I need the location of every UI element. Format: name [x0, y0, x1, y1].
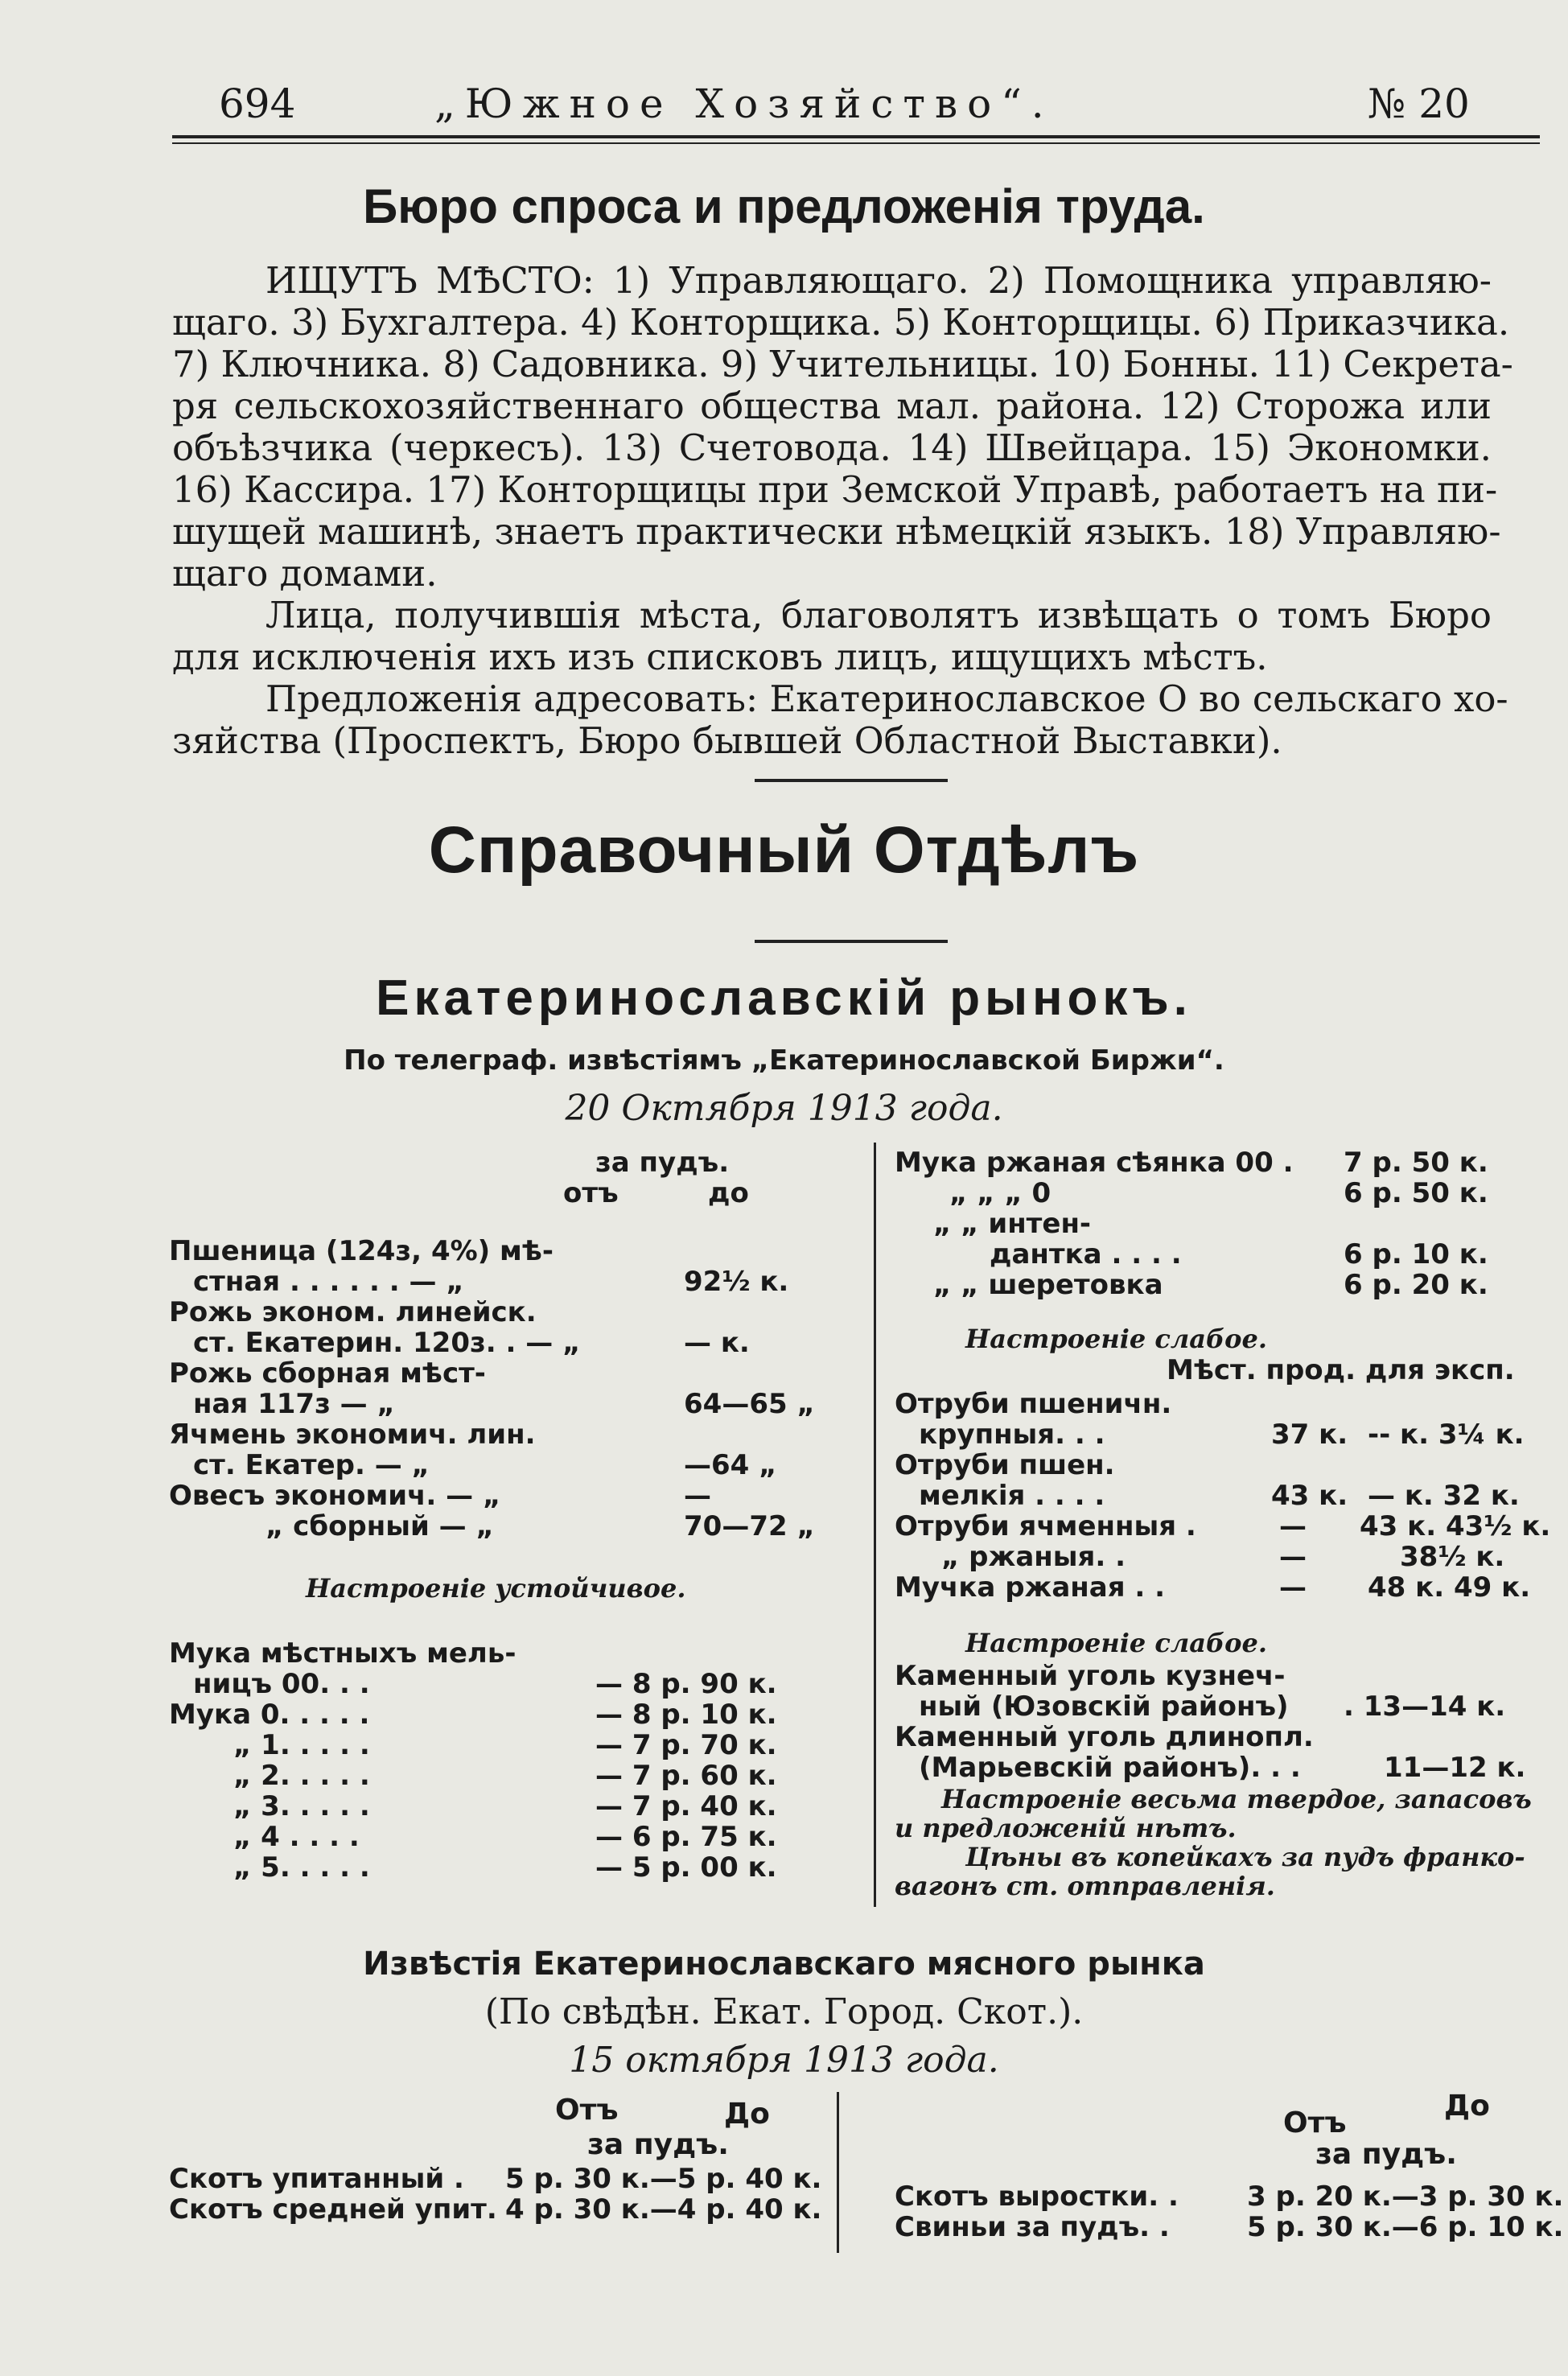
flour-heading-cont: ницъ 00. . . [193, 1668, 370, 1700]
market-source: По телеграф. извѣстіямъ „Екатеринославской Биржи“. [344, 1044, 1224, 1077]
flour-price: — 7 р. 70 к. [595, 1729, 777, 1761]
rye-flour-name: „ „ „ 0 [949, 1177, 1052, 1209]
rye-flour-price: 6 р. 50 к. [1344, 1177, 1488, 1209]
flour-price: — 5 р. 00 к. [595, 1851, 777, 1884]
reference-title: Справочный Отдѣлъ [428, 813, 1140, 887]
bureau-line: 16) Кассира. 17) Конторщицы при Земской Управѣ, работаетъ на пи- [172, 468, 1498, 511]
bran-export-price: -- к. 3¼ к. [1368, 1419, 1525, 1451]
rye-flour-price: 6 р. 10 к. [1344, 1238, 1488, 1270]
meat-name: Свиньи за пудъ. . [895, 2211, 1170, 2243]
meat-head-from: Отъ [1283, 2106, 1347, 2139]
bureau-line: для исключенія ихъ изъ списковъ лицъ, ищущихъ мѣстъ. [172, 636, 1268, 678]
bran-export-price: — к. 32 к. [1368, 1480, 1520, 1512]
grain-price: 92½ к. [684, 1266, 789, 1298]
coal-name: Каменный уголь кузнеч- [895, 1660, 1286, 1692]
flour-price: — 7 р. 40 к. [595, 1790, 777, 1822]
bran-columns: Мѣст. прод. для эксп. [1167, 1354, 1515, 1386]
col-head-from: отъ [563, 1177, 619, 1209]
bran-local-price: 37 к. [1271, 1419, 1348, 1451]
flour-grade: „ 4 . . . . [233, 1821, 360, 1853]
column-divider [874, 1143, 876, 1907]
bureau-line: щаго. 3) Бухгалтера. 4) Конторщика. 5) Конторщицы. 6) Приказчика. [172, 301, 1510, 344]
flour-grade: „ 3. . . . . [233, 1790, 370, 1822]
rye-flour-price: 7 р. 50 к. [1344, 1147, 1488, 1179]
bran-name: Отруби пшен. [895, 1449, 1115, 1481]
coal-name-cont: (Марьевскій районъ). . . [919, 1752, 1301, 1784]
bran-export-price: 38½ к. [1400, 1541, 1505, 1573]
market-mood: Настроенiе устойчивое. [306, 1573, 686, 1604]
bureau-line: ИЩУТЪ МѢСТО: 1) Управляющаго. 2) Помощника управляю- [265, 259, 1492, 302]
grain-name-cont: ст. Екатерин. 120з. . — „ [193, 1327, 581, 1359]
bureau-line: щаго домами. [172, 552, 438, 595]
meat-price: 5 р. 30 к.—5 р. 40 к. [505, 2163, 822, 2195]
bureau-line: шущей машинѣ, знаетъ практически нѣмецкій языкъ. 18) Управляю- [172, 510, 1501, 553]
coal-name-cont: ный (Юзовскій районъ) [919, 1690, 1289, 1723]
meat-price: 3 р. 20 к.—3 р. 30 к. [1247, 2180, 1564, 2213]
column-divider [837, 2092, 839, 2253]
bran-name: Отруби пшеничн. [895, 1388, 1172, 1420]
bran-local-price: — [1279, 1541, 1307, 1573]
grain-name: Овесъ экономич. — „ [169, 1480, 501, 1512]
bran-name-cont: мелкія . . . . [919, 1480, 1105, 1512]
meat-head-per: за пудъ. [1315, 2138, 1457, 2171]
rye-flour-name: дантка . . . . [990, 1238, 1182, 1270]
meat-market-source: (По свѣдѣн. Екат. Город. Скот.). [484, 1991, 1084, 2032]
bran-export-price: 43 к. 43½ к. [1360, 1510, 1551, 1542]
grain-price: —64 „ [684, 1449, 777, 1481]
bureau-line: зяйства (Проспектъ, Бюро бывшей Областной Выставки). [172, 719, 1282, 762]
coal-price: 11—12 к. [1384, 1752, 1526, 1784]
price-note: вагонъ ст. отправленія. [895, 1871, 1275, 1901]
bureau-line: Лица, получившія мѣста, благоволятъ извѣщать о томъ Бюро [265, 594, 1492, 636]
rye-flour-name: Мука ржаная сѣянка 00 . [895, 1147, 1294, 1179]
grain-name: Рожь сборная мѣст- [169, 1357, 486, 1390]
coal-note: Настроенiе весьма твердое, запасовъ [941, 1784, 1532, 1814]
flour-price: — 7 р. 60 к. [595, 1760, 777, 1792]
journal-title: „Южное Хозяйство“. [434, 80, 1054, 127]
bran-name: „ ржаныя. . [941, 1541, 1126, 1573]
header-rule-thin [172, 142, 1540, 144]
issue-number: № 20 [1368, 80, 1470, 127]
bran-local-price: 43 к. [1271, 1480, 1348, 1512]
bran-name: Мучка ржаная . . [895, 1571, 1166, 1604]
page-number: 694 [219, 80, 296, 127]
bureau-line: 7) Ключника. 8) Садовника. 9) Учительницы. 10) Бонны. 11) Секрета- [172, 343, 1513, 385]
bran-name-cont: крупныя. . . [919, 1419, 1105, 1451]
section-divider [755, 779, 948, 782]
col-head-per: за пудъ. [595, 1147, 730, 1179]
grain-name-cont: ная 117з — „ [193, 1388, 395, 1420]
market-title: Екатеринославскій рынокъ. [376, 970, 1192, 1026]
bureau-line: Предложенія адресовать: Екатеринославское О во сельскаго хо- [265, 677, 1508, 720]
bran-local-price: — [1279, 1510, 1307, 1542]
grain-price: — к. [684, 1327, 750, 1359]
rye-flour-price: 6 р. 20 к. [1344, 1269, 1488, 1301]
flour-grade: Мука 0. . . . . [169, 1699, 370, 1731]
bureau-title: Бюро спроса и предложенія труда. [363, 179, 1205, 233]
section-divider [755, 940, 948, 943]
bran-export-price: 48 к. 49 к. [1368, 1571, 1531, 1604]
meat-market-date: 15 октября 1913 года. [569, 2040, 999, 2081]
meat-name: Скотъ выростки. . [895, 2180, 1179, 2213]
bureau-line: ря сельскохозяйственнаго общества мал. района. 12) Сторожа или [172, 385, 1492, 427]
flour-grade: „ 5. . . . . [233, 1851, 370, 1884]
meat-name: Скотъ упитанный . [169, 2163, 464, 2195]
col-head-to: до [708, 1177, 749, 1209]
rye-flour-name: „ „ интен- [933, 1208, 1092, 1240]
flour-grade: „ 2. . . . . [233, 1760, 370, 1792]
market-date: 20 Октября 1913 года. [565, 1088, 1003, 1129]
coal-note: и предложенiй нѣтъ. [895, 1813, 1237, 1843]
meat-market-title: Извѣстія Екатеринославскаго мясного рынка [363, 1946, 1205, 1983]
meat-head-to: До [1444, 2090, 1490, 2123]
meat-price: 4 р. 30 к.—4 р. 40 к. [505, 2193, 822, 2226]
bran-name: Отруби ячменныя . [895, 1510, 1196, 1542]
meat-name: Скотъ средней упит. [169, 2193, 497, 2226]
market-mood: Настроенiе слабое. [965, 1324, 1267, 1354]
meat-head-from: Отъ [555, 2094, 619, 2127]
flour-price: — 6 р. 75 к. [595, 1821, 777, 1853]
grain-name: Ячмень экономич. лин. [169, 1419, 536, 1451]
header-rule [172, 135, 1540, 138]
grain-name-cont: „ сборный — „ [265, 1510, 494, 1542]
rye-flour-name: „ „ шеретовка [933, 1269, 1163, 1301]
meat-price: 5 р. 30 к.—6 р. 10 к. [1247, 2211, 1564, 2243]
grain-name: Рожь эконом. линейск. [169, 1296, 537, 1328]
bureau-line: объѣзчика (черкесъ). 13) Счетовода. 14) Швейцара. 15) Экономки. [172, 426, 1492, 469]
grain-dash: — [684, 1480, 711, 1512]
meat-head-per: за пудъ. [587, 2128, 729, 2161]
flour-heading: Мука мѣстныхъ мель- [169, 1637, 516, 1670]
grain-name-cont: ст. Екатер. — „ [193, 1449, 430, 1481]
bran-local-price: — [1279, 1571, 1307, 1604]
market-mood: Настроенiе слабое. [965, 1628, 1267, 1658]
coal-name: Каменный уголь длинопл. [895, 1721, 1314, 1753]
coal-price: . 13—14 к. [1344, 1690, 1506, 1723]
grain-price: 64—65 „ [684, 1388, 815, 1420]
grain-name: Пшеница (124з, 4%) мѣ- [169, 1235, 554, 1267]
flour-price: — 8 р. 10 к. [595, 1699, 777, 1731]
meat-head-to: До [724, 2098, 770, 2131]
grain-price: 70—72 „ [684, 1510, 815, 1542]
flour-grade: „ 1. . . . . [233, 1729, 370, 1761]
price-note: Цѣны въ копейкахъ за пудъ франко- [965, 1842, 1525, 1872]
grain-name-cont: стная . . . . . . — „ [193, 1266, 464, 1298]
flour-price: — 8 р. 90 к. [595, 1668, 777, 1700]
